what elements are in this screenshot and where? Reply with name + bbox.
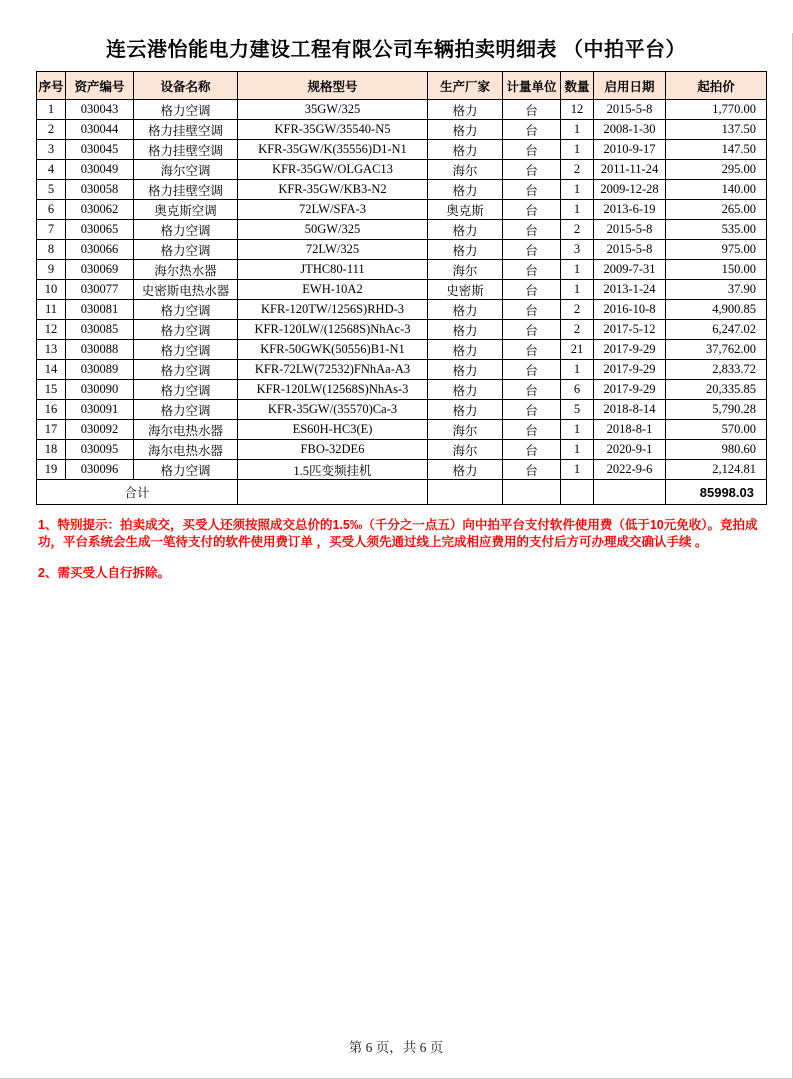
cell-unit: 台	[503, 400, 561, 420]
cell-asset-no: 030069	[66, 260, 134, 280]
cell-manufacturer: 海尔	[428, 420, 503, 440]
cell-qty: 1	[561, 360, 594, 380]
cell-asset-no: 030043	[66, 100, 134, 120]
cell-start-price: 975.00	[666, 240, 767, 260]
cell-unit: 台	[503, 160, 561, 180]
cell-device-name: 格力空调	[134, 220, 238, 240]
cell-unit: 台	[503, 460, 561, 480]
cell-manufacturer: 格力	[428, 140, 503, 160]
header-device-name: 设备名称	[134, 72, 238, 100]
cell-qty: 1	[561, 280, 594, 300]
cell-unit: 台	[503, 300, 561, 320]
cell-asset-no: 030044	[66, 120, 134, 140]
cell-asset-no: 030049	[66, 160, 134, 180]
document-page	[0, 33, 793, 1079]
cell-start-price: 5,790.28	[666, 400, 767, 420]
cell-asset-no: 030065	[66, 220, 134, 240]
cell-unit: 台	[503, 140, 561, 160]
cell-unit: 台	[503, 340, 561, 360]
cell-start-price: 6,247.02	[666, 320, 767, 340]
cell-index: 10	[37, 280, 66, 300]
cell-device-name: 格力空调	[134, 100, 238, 120]
cell-device-name: 格力挂壁空调	[134, 140, 238, 160]
header-spec-model: 规格型号	[238, 72, 428, 100]
auction-table	[36, 71, 767, 505]
cell-unit: 台	[503, 120, 561, 140]
cell-start-price: 570.00	[666, 420, 767, 440]
cell-spec-model: 35GW/325	[238, 100, 428, 120]
note-special-tip: 1、特别提示：拍卖成交，买受人还须按照成交总价的1.5‰（千分之一点五）向中拍平台支付软件使用费（低于10元免收）。竞拍成功，平台系统会生成一笔待支付的软件使用费订单 ，买受人须先通过线上完成相应费用的支付后方可办理成交确认手续 。	[38, 518, 758, 549]
table-row	[37, 200, 767, 220]
cell-start-date: 2020-9-1	[594, 440, 666, 460]
cell-start-date: 2022-9-6	[594, 460, 666, 480]
cell-manufacturer: 格力	[428, 120, 503, 140]
cell-index: 2	[37, 120, 66, 140]
cell-qty: 1	[561, 200, 594, 220]
cell-start-date: 2009-7-31	[594, 260, 666, 280]
cell-spec-model: 72LW/SFA-3	[238, 200, 428, 220]
cell-device-name: 海尔热水器	[134, 260, 238, 280]
cell-start-date: 2016-10-8	[594, 300, 666, 320]
total-empty-unit	[503, 480, 561, 505]
cell-asset-no: 030090	[66, 380, 134, 400]
cell-asset-no: 030062	[66, 200, 134, 220]
cell-start-date: 2009-12-28	[594, 180, 666, 200]
cell-start-date: 2015-5-8	[594, 240, 666, 260]
cell-unit: 台	[503, 220, 561, 240]
cell-spec-model: KFR-35GW/OLGAC13	[238, 160, 428, 180]
cell-index: 15	[37, 380, 66, 400]
cell-spec-model: 50GW/325	[238, 220, 428, 240]
cell-start-date: 2013-1-24	[594, 280, 666, 300]
cell-index: 3	[37, 140, 66, 160]
cell-start-price: 295.00	[666, 160, 767, 180]
cell-start-price: 2,833.72	[666, 360, 767, 380]
cell-start-date: 2013-6-19	[594, 200, 666, 220]
cell-spec-model: KFR-35GW/K(35556)D1-N1	[238, 140, 428, 160]
total-empty-qty	[561, 480, 594, 505]
total-empty-spec	[238, 480, 428, 505]
cell-start-price: 265.00	[666, 200, 767, 220]
cell-spec-model: KFR-120LW/(12568S)NhAc-3	[238, 320, 428, 340]
cell-unit: 台	[503, 440, 561, 460]
cell-start-date: 2017-9-29	[594, 340, 666, 360]
cell-manufacturer: 奥克斯	[428, 200, 503, 220]
cell-start-price: 37.90	[666, 280, 767, 300]
cell-device-name: 格力空调	[134, 400, 238, 420]
cell-manufacturer: 格力	[428, 320, 503, 340]
table-row	[37, 140, 767, 160]
cell-spec-model: KFR-35GW/KB3-N2	[238, 180, 428, 200]
cell-device-name: 格力空调	[134, 240, 238, 260]
cell-asset-no: 030058	[66, 180, 134, 200]
table-row	[37, 340, 767, 360]
cell-qty: 2	[561, 220, 594, 240]
cell-index: 11	[37, 300, 66, 320]
cell-index: 5	[37, 180, 66, 200]
header-asset-no: 资产编号	[66, 72, 134, 100]
cell-start-price: 2,124.81	[666, 460, 767, 480]
cell-start-date: 2017-9-29	[594, 360, 666, 380]
cell-index: 12	[37, 320, 66, 340]
cell-qty: 21	[561, 340, 594, 360]
cell-asset-no: 030088	[66, 340, 134, 360]
cell-unit: 台	[503, 240, 561, 260]
table-row	[37, 440, 767, 460]
cell-qty: 1	[561, 140, 594, 160]
total-value: 85998.03	[666, 480, 767, 505]
cell-qty: 1	[561, 420, 594, 440]
cell-spec-model: KFR-35GW/35540-N5	[238, 120, 428, 140]
cell-spec-model: 72LW/325	[238, 240, 428, 260]
cell-start-price: 980.60	[666, 440, 767, 460]
table-row	[37, 160, 767, 180]
cell-index: 9	[37, 260, 66, 280]
cell-start-price: 150.00	[666, 260, 767, 280]
cell-manufacturer: 格力	[428, 220, 503, 240]
cell-start-date: 2018-8-1	[594, 420, 666, 440]
cell-index: 16	[37, 400, 66, 420]
cell-start-price: 140.00	[666, 180, 767, 200]
cell-manufacturer: 史密斯	[428, 280, 503, 300]
cell-manufacturer: 格力	[428, 100, 503, 120]
header-start-price: 起拍价	[666, 72, 767, 100]
table-row	[37, 180, 767, 200]
cell-start-date: 2008-1-30	[594, 120, 666, 140]
cell-spec-model: KFR-50GWK(50556)B1-N1	[238, 340, 428, 360]
cell-device-name: 海尔空调	[134, 160, 238, 180]
cell-asset-no: 030092	[66, 420, 134, 440]
cell-unit: 台	[503, 320, 561, 340]
cell-qty: 12	[561, 100, 594, 120]
table-body	[37, 100, 767, 480]
table-row	[37, 120, 767, 140]
cell-unit: 台	[503, 360, 561, 380]
cell-start-price: 147.50	[666, 140, 767, 160]
table-row	[37, 380, 767, 400]
cell-start-price: 137.50	[666, 120, 767, 140]
table-row	[37, 260, 767, 280]
cell-unit: 台	[503, 100, 561, 120]
cell-manufacturer: 海尔	[428, 160, 503, 180]
cell-index: 14	[37, 360, 66, 380]
cell-start-date: 2017-5-12	[594, 320, 666, 340]
cell-unit: 台	[503, 200, 561, 220]
header-manufacturer: 生产厂家	[428, 72, 503, 100]
total-empty-manufacturer	[428, 480, 503, 505]
table-row	[37, 400, 767, 420]
cell-start-date: 2015-5-8	[594, 220, 666, 240]
cell-manufacturer: 格力	[428, 460, 503, 480]
table-row	[37, 100, 767, 120]
cell-index: 17	[37, 420, 66, 440]
cell-qty: 1	[561, 120, 594, 140]
total-row	[37, 480, 767, 505]
cell-qty: 1	[561, 440, 594, 460]
cell-qty: 1	[561, 460, 594, 480]
cell-device-name: 格力空调	[134, 380, 238, 400]
cell-manufacturer: 格力	[428, 180, 503, 200]
table-row	[37, 460, 767, 480]
cell-qty: 3	[561, 240, 594, 260]
cell-qty: 5	[561, 400, 594, 420]
cell-device-name: 史密斯电热水器	[134, 280, 238, 300]
cell-asset-no: 030077	[66, 280, 134, 300]
cell-manufacturer: 格力	[428, 380, 503, 400]
cell-qty: 2	[561, 320, 594, 340]
cell-asset-no: 030095	[66, 440, 134, 460]
cell-index: 13	[37, 340, 66, 360]
cell-device-name: 海尔电热水器	[134, 440, 238, 460]
cell-start-date: 2010-9-17	[594, 140, 666, 160]
cell-index: 19	[37, 460, 66, 480]
cell-spec-model: KFR-35GW/(35570)Ca-3	[238, 400, 428, 420]
cell-spec-model: JTHC80-111	[238, 260, 428, 280]
cell-unit: 台	[503, 260, 561, 280]
cell-spec-model: KFR-72LW(72532)FNhAa-A3	[238, 360, 428, 380]
cell-index: 4	[37, 160, 66, 180]
cell-manufacturer: 海尔	[428, 440, 503, 460]
cell-start-price: 535.00	[666, 220, 767, 240]
cell-device-name: 格力空调	[134, 340, 238, 360]
total-label: 合计	[37, 480, 238, 505]
cell-index: 8	[37, 240, 66, 260]
cell-asset-no: 030045	[66, 140, 134, 160]
cell-spec-model: EWH-10A2	[238, 280, 428, 300]
cell-manufacturer: 海尔	[428, 260, 503, 280]
cell-start-price: 1,770.00	[666, 100, 767, 120]
table-row	[37, 420, 767, 440]
cell-start-price: 37,762.00	[666, 340, 767, 360]
cell-asset-no: 030081	[66, 300, 134, 320]
cell-device-name: 格力空调	[134, 360, 238, 380]
cell-index: 18	[37, 440, 66, 460]
cell-manufacturer: 格力	[428, 300, 503, 320]
header-unit: 计量单位	[503, 72, 561, 100]
cell-manufacturer: 格力	[428, 400, 503, 420]
cell-asset-no: 030089	[66, 360, 134, 380]
cell-start-date: 2018-8-14	[594, 400, 666, 420]
cell-device-name: 格力挂壁空调	[134, 120, 238, 140]
table-row	[37, 240, 767, 260]
notes-section	[38, 517, 762, 582]
cell-device-name: 格力挂壁空调	[134, 180, 238, 200]
cell-qty: 6	[561, 380, 594, 400]
cell-start-price: 4,900.85	[666, 300, 767, 320]
cell-start-date: 2017-9-29	[594, 380, 666, 400]
cell-spec-model: KFR-120TW/1256S)RHD-3	[238, 300, 428, 320]
header-start-date: 启用日期	[594, 72, 666, 100]
cell-spec-model: FBO-32DE6	[238, 440, 428, 460]
cell-qty: 2	[561, 300, 594, 320]
cell-device-name: 格力空调	[134, 300, 238, 320]
table-row	[37, 360, 767, 380]
cell-asset-no: 030091	[66, 400, 134, 420]
cell-device-name: 格力空调	[134, 460, 238, 480]
header-qty: 数量	[561, 72, 594, 100]
cell-unit: 台	[503, 280, 561, 300]
cell-index: 6	[37, 200, 66, 220]
cell-index: 7	[37, 220, 66, 240]
cell-unit: 台	[503, 380, 561, 400]
cell-asset-no: 030085	[66, 320, 134, 340]
cell-device-name: 格力空调	[134, 320, 238, 340]
cell-spec-model: ES60H-HC3(E)	[238, 420, 428, 440]
table-row	[37, 280, 767, 300]
cell-unit: 台	[503, 180, 561, 200]
header-index: 序号	[37, 72, 66, 100]
table-row	[37, 300, 767, 320]
cell-start-date: 2011-11-24	[594, 160, 666, 180]
cell-qty: 2	[561, 160, 594, 180]
cell-qty: 1	[561, 260, 594, 280]
cell-manufacturer: 格力	[428, 240, 503, 260]
cell-device-name: 海尔电热水器	[134, 420, 238, 440]
cell-start-price: 20,335.85	[666, 380, 767, 400]
cell-manufacturer: 格力	[428, 340, 503, 360]
cell-unit: 台	[503, 420, 561, 440]
cell-manufacturer: 格力	[428, 360, 503, 380]
cell-qty: 1	[561, 180, 594, 200]
note-self-removal: 2、需买受人自行拆除。	[38, 566, 170, 580]
cell-spec-model: 1.5匹变频挂机	[238, 460, 428, 480]
table-row	[37, 320, 767, 340]
cell-asset-no: 030066	[66, 240, 134, 260]
cell-device-name: 奥克斯空调	[134, 200, 238, 220]
cell-asset-no: 030096	[66, 460, 134, 480]
cell-index: 1	[37, 100, 66, 120]
cell-spec-model: KFR-120LW(12568S)NhAs-3	[238, 380, 428, 400]
table-row	[37, 220, 767, 240]
total-empty-date	[594, 480, 666, 505]
table-header-row	[37, 72, 767, 100]
cell-start-date: 2015-5-8	[594, 100, 666, 120]
page-number: 第 6 页，共 6 页	[348, 1040, 444, 1055]
page-title: 连云港怡能电力建设工程有限公司车辆拍卖明细表 （中拍平台）	[105, 39, 687, 61]
